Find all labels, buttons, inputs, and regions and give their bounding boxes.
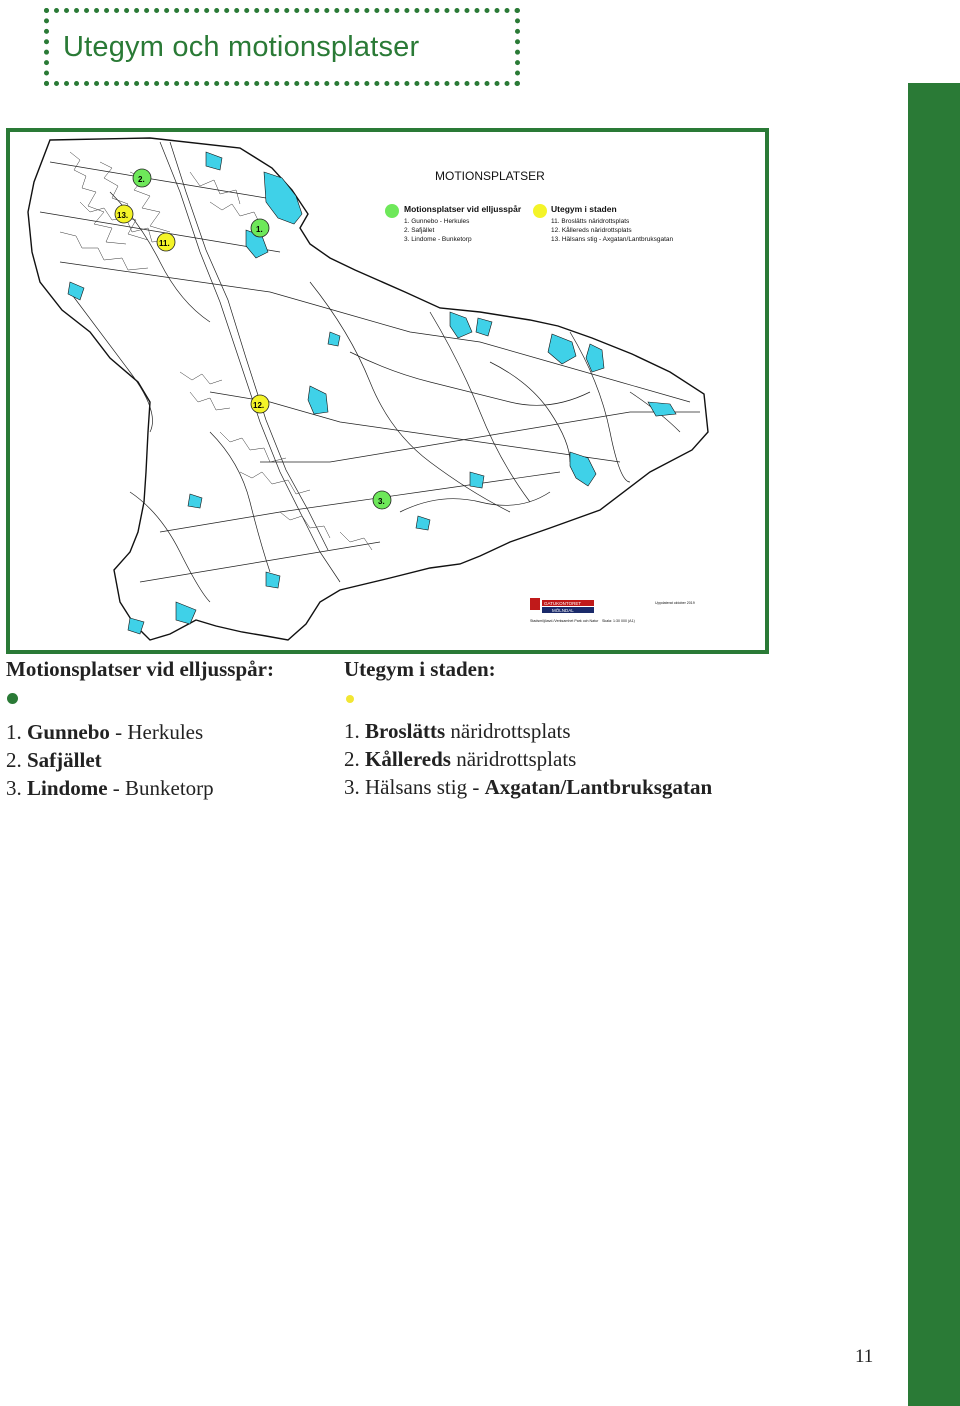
green-dot-icon bbox=[7, 693, 18, 704]
map-frame bbox=[6, 128, 769, 654]
legend-lists bbox=[0, 655, 900, 815]
svg-text:2. Safjället: 2. Safjället bbox=[404, 227, 435, 234]
elljusspar-list bbox=[6, 655, 274, 802]
svg-text:11. Broslätts näridrottsplats: 11. Broslätts näridrottsplats bbox=[551, 218, 630, 225]
marker-1[interactable] bbox=[251, 219, 269, 237]
marker-2[interactable] bbox=[133, 169, 151, 187]
svg-text:3. Lindome - Bunketorp: 3. Lindome - Bunketorp bbox=[404, 236, 472, 243]
map-legend-title: MOTIONSPLATSER bbox=[435, 169, 545, 183]
svg-text:Skala: 1:30 000 (A1): Skala: 1:30 000 (A1) bbox=[602, 619, 635, 623]
svg-text:13.: 13. bbox=[117, 211, 129, 220]
marker-11[interactable] bbox=[157, 233, 175, 251]
utegym-list bbox=[344, 655, 712, 801]
marker-12[interactable] bbox=[251, 395, 269, 413]
side-color-bar bbox=[908, 83, 960, 1406]
gatukontoret-logo bbox=[530, 598, 695, 623]
legend-yellow-dot bbox=[533, 204, 547, 218]
svg-text:2.: 2. bbox=[138, 175, 145, 184]
svg-text:Stadsmiljöavd./Verksamhet Park: Stadsmiljöavd./Verksamhet Park och Natur bbox=[530, 619, 599, 623]
page-number: 11 bbox=[855, 1346, 874, 1367]
svg-text:Utegym i staden: Utegym i staden bbox=[551, 204, 617, 214]
svg-text:1.: 1. bbox=[256, 225, 263, 234]
legend-green-dot bbox=[385, 204, 399, 218]
svg-text:1. Gunnebo - Herkules: 1. Gunnebo - Herkules bbox=[404, 218, 470, 225]
svg-text:Uppdaterat oktober 2019: Uppdaterat oktober 2019 bbox=[655, 601, 695, 605]
page-title: Utegym och motionsplatser bbox=[63, 30, 420, 63]
list-item: 3. Hälsans stig - Axgatan/Lantbruksgatan bbox=[344, 775, 713, 799]
page-title-box bbox=[44, 8, 520, 86]
svg-text:11.: 11. bbox=[159, 239, 170, 248]
yellow-dot-icon bbox=[346, 695, 354, 703]
marker-13[interactable] bbox=[115, 205, 133, 223]
svg-text:13. Hälsans stig - Axgatan/Lan: 13. Hälsans stig - Axgatan/Lantbruksgatan bbox=[551, 236, 674, 243]
list-item: 3. Lindome - Bunketorp bbox=[6, 776, 214, 800]
svg-text:12.: 12. bbox=[253, 401, 265, 410]
marker-3[interactable] bbox=[373, 491, 391, 509]
svg-text:MÖLNDAL: MÖLNDAL bbox=[552, 608, 574, 613]
svg-text:12. Kållereds näridrottsplats: 12. Kållereds näridrottsplats bbox=[551, 227, 632, 234]
svg-text:GATUKONTORET: GATUKONTORET bbox=[544, 601, 582, 606]
svg-text:3.: 3. bbox=[378, 497, 385, 506]
list-item: 2. Kållereds näridrottsplats bbox=[344, 747, 577, 771]
list-item: 2. Safjället bbox=[6, 748, 102, 772]
list-item: 1. Broslätts näridrottsplats bbox=[344, 719, 571, 743]
map-legend bbox=[385, 169, 674, 243]
utegym-heading: Utegym i staden: bbox=[344, 657, 496, 681]
municipality-map bbox=[10, 132, 765, 650]
list-item: 1. Gunnebo - Herkules bbox=[6, 720, 204, 744]
svg-text:Motionsplatser vid elljusspår: Motionsplatser vid elljusspår bbox=[404, 204, 522, 214]
elljusspar-heading: Motionsplatser vid elljusspår: bbox=[6, 657, 274, 681]
